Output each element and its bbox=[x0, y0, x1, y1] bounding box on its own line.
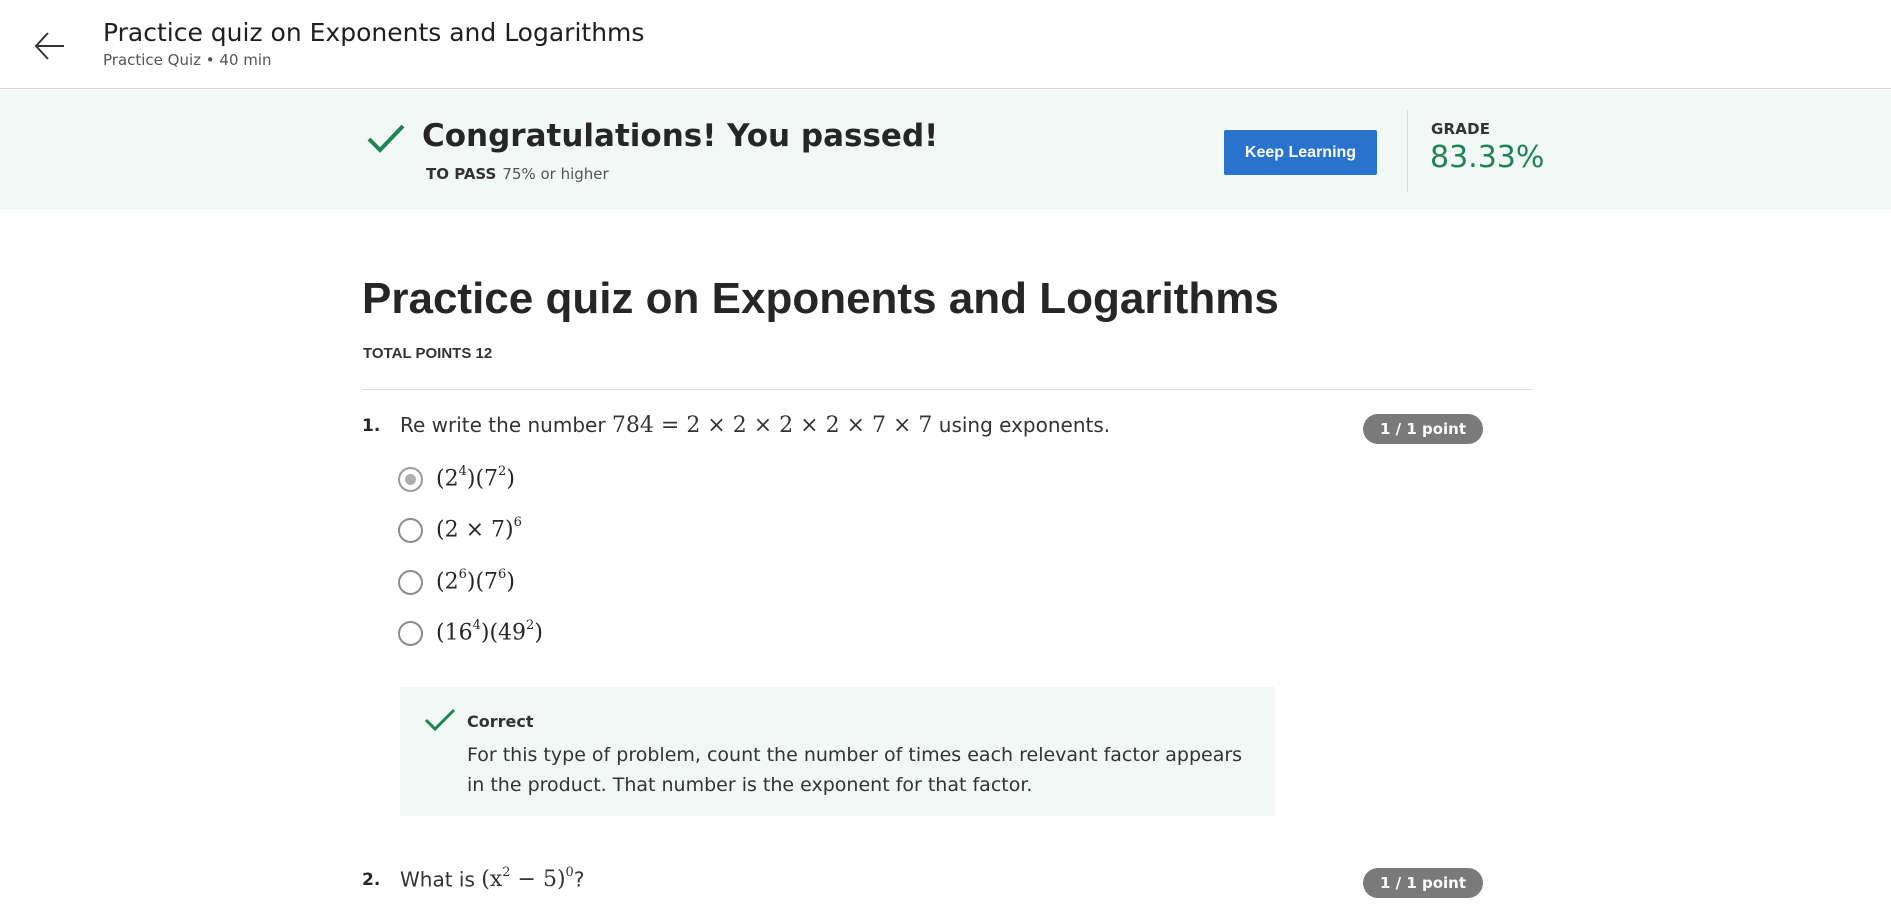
question-1-text-before: Re write the number bbox=[400, 413, 612, 437]
question-1-option-1[interactable] bbox=[398, 462, 515, 496]
radio-button[interactable] bbox=[398, 621, 423, 646]
question-2-text-after: ? bbox=[573, 867, 585, 892]
question-1-text bbox=[400, 413, 1110, 438]
question-2-text-before: What is bbox=[400, 867, 482, 892]
feedback-title: Correct bbox=[467, 712, 534, 731]
question-2-points-badge: 1 / 1 point bbox=[1363, 868, 1483, 898]
divider bbox=[362, 389, 1533, 390]
question-2-number: 2. bbox=[362, 870, 381, 890]
question-1-text-after: using exponents. bbox=[932, 413, 1111, 437]
question-1-option-2[interactable] bbox=[398, 513, 522, 547]
banner-divider bbox=[1407, 110, 1408, 192]
to-pass-label: TO PASS bbox=[426, 165, 497, 183]
grade-value: 83.33% bbox=[1430, 140, 1545, 175]
question-2-text bbox=[400, 867, 584, 892]
question-2-math: $(x^2 - 5)^0$ bbox=[481, 865, 574, 893]
grade-label: GRADE bbox=[1431, 120, 1491, 138]
back-arrow-icon[interactable] bbox=[30, 26, 70, 66]
question-1-number: 1. bbox=[362, 416, 381, 436]
radio-button[interactable] bbox=[398, 518, 423, 543]
to-pass-value: 75% or higher bbox=[502, 165, 609, 183]
correct-check-icon bbox=[424, 707, 456, 733]
header-subtitle: Practice Quiz • 40 min bbox=[103, 51, 272, 69]
pass-message: Congratulations! You passed! bbox=[422, 118, 939, 154]
feedback-text: For this type of problem, count the number of times each relevant factor appears in the product. That number is the exponent for that factor. bbox=[467, 744, 1243, 796]
radio-button[interactable] bbox=[398, 467, 423, 492]
pass-threshold bbox=[426, 165, 609, 183]
option-label: $(2^6)(7^6)$ bbox=[436, 567, 515, 595]
question-1-option-3[interactable] bbox=[398, 565, 515, 599]
total-points: TOTAL POINTS 12 bbox=[363, 345, 493, 362]
pass-banner bbox=[0, 90, 1891, 210]
page-title: Practice quiz on Exponents and Logarithms bbox=[362, 274, 1279, 323]
question-1-option-4[interactable] bbox=[398, 616, 543, 650]
option-label: $(2^4)(7^2)$ bbox=[436, 464, 515, 492]
radio-button[interactable] bbox=[398, 570, 423, 595]
passed-check-icon bbox=[366, 122, 406, 156]
option-label: $(2 \times 7)^6$ bbox=[436, 515, 522, 543]
keep-learning-button[interactable]: Keep Learning bbox=[1224, 130, 1377, 175]
top-bar bbox=[0, 0, 1891, 89]
question-1-points-badge: 1 / 1 point bbox=[1363, 414, 1483, 444]
header-title: Practice quiz on Exponents and Logarithms bbox=[103, 18, 645, 47]
option-label: $(16^4)(49^2)$ bbox=[436, 618, 543, 646]
question-1-math: 784 = 2 × 2 × 2 × 2 × 7 × 7 bbox=[611, 413, 933, 438]
